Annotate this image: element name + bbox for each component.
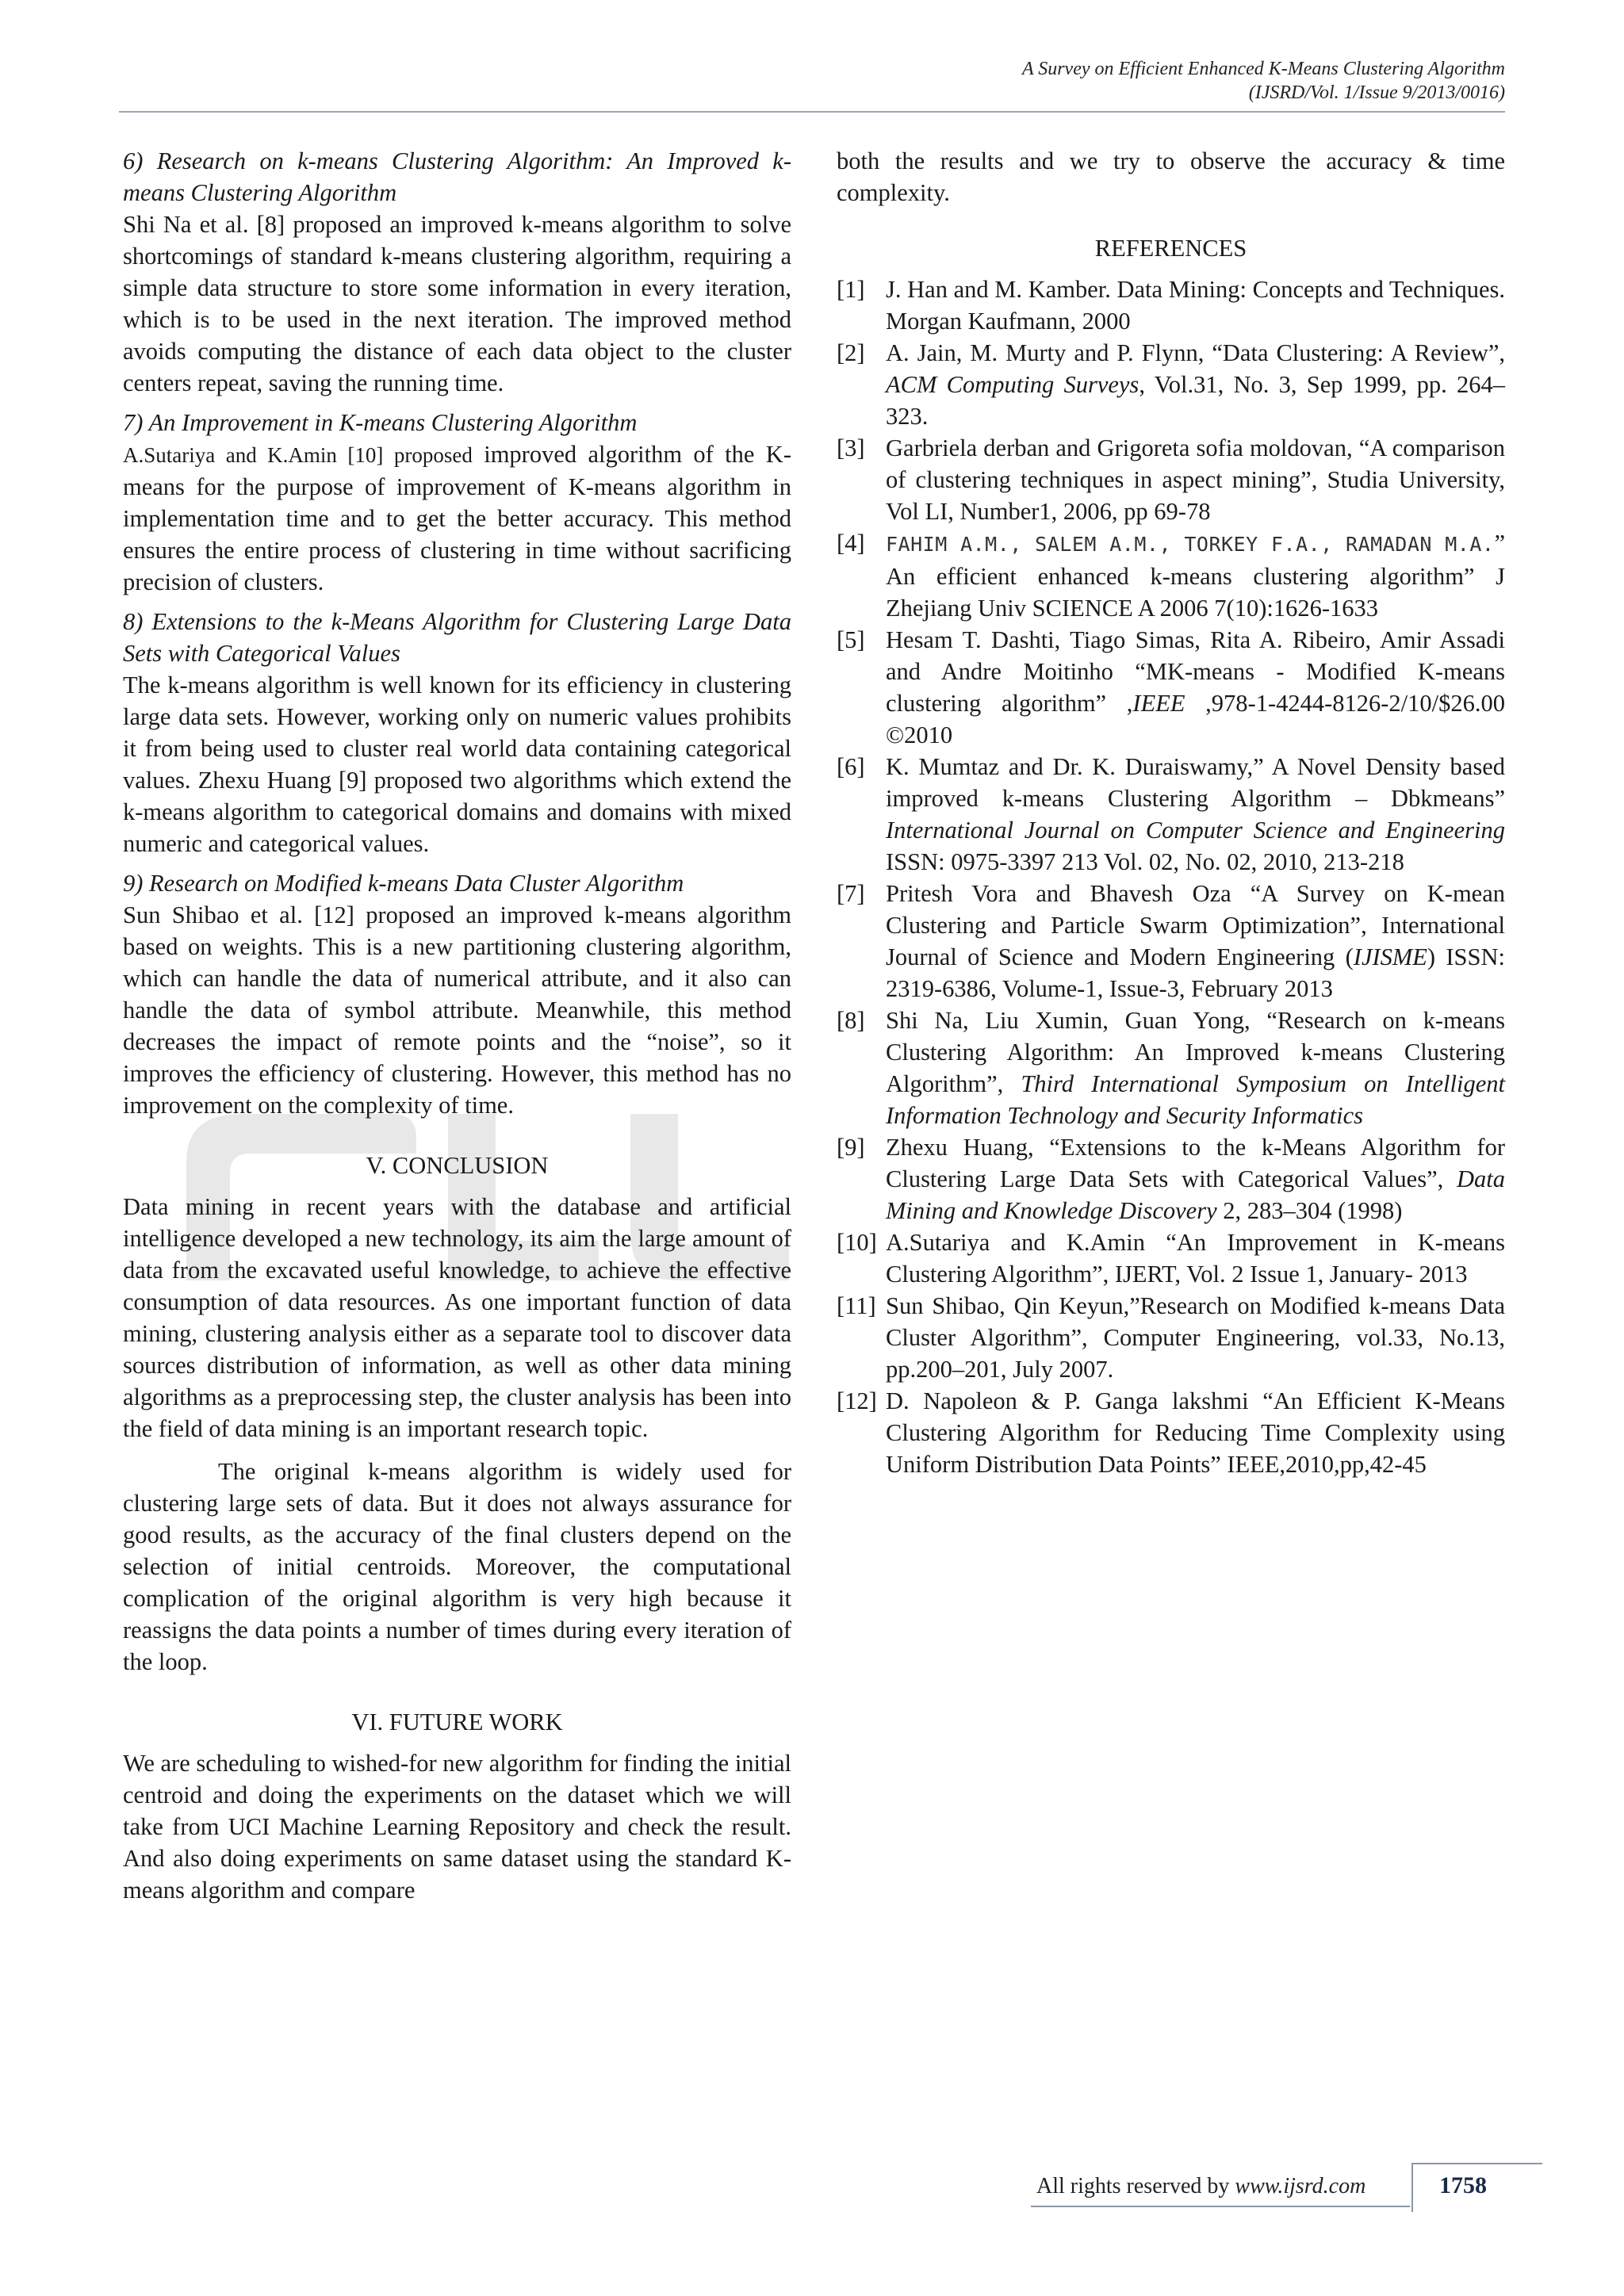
reference-item [837,1226,1505,1290]
reference-text [886,432,1505,527]
reference-item [837,1004,1505,1131]
subsection-8-heading: 8) Extensions to the k-Means Algorithm for Clustering Large Data Sets with Categorical Values [123,608,791,667]
reference-item [837,274,1505,337]
reference-text-part: IEEE [1132,690,1185,717]
subsection-9-body: Sun Shibao et al. [12] proposed an improved k-means algorithm based on weights. This is a new partitioning clustering algorithm, which can handle the data of numerical attribute, and it also can handle the data of symbol attribute. Meanwhile, this method decreases the impact of remote points and the “noise”, so it improves the efficiency of clustering. However, this method has no improvement on the complexity of time. [123,901,791,1119]
reference-number: [8] [837,1007,865,1034]
reference-text [886,1004,1505,1131]
reference-number: [5] [837,626,865,653]
reference-text-part: International Journal on Computer Science and Engineering [886,817,1505,844]
reference-item [837,527,1505,624]
reference-text-part: Zhexu Huang, “Extensions to the k-Means Algorithm for Clustering Large Data Sets with Categorical Values”, [886,1134,1505,1192]
conclusion-paragraph-2: The original k-means algorithm is widely used for clustering large sets of data. But it does not always assurance for good results, as the accuracy of the final clusters depend on the selection of initial centroids. Moreover, the computational complication of the original algorithm is very high because it reassigns the data points a number of times during every iteration of the loop. [123,1458,791,1675]
reference-number: [7] [837,880,865,907]
right-column [837,145,1505,1480]
subsection-6-body: Shi Na et al. [8] proposed an improved k-means algorithm to solve shortcomings of standard k-means clustering algorithm, requiring a simple data structure to store some information in every iteration, which is to be used in the next iteration. The improved method avoids computing the distance of each data object to the cluster centers repeat, saving the running time. [123,211,791,396]
footer-rights [1036,2174,1365,2199]
reference-number: [10] [837,1229,877,1256]
reference-item [837,1131,1505,1226]
reference-number: [3] [837,434,865,461]
page-number: 1758 [1439,2172,1487,2198]
subsection-8-body: The k-means algorithm is well known for its efficiency in clustering large data sets. However, working only on numeric values prohibits it from being used to cluster real world data containing categorical values. Zhexu Huang [9] proposed two algorithms which extend the k-means algorithm to categorical domains and domains with mixed numeric and categorical values. [123,672,791,857]
reference-text-part: Data Mining and Knowledge Discovery [886,1165,1505,1224]
reference-text [886,1290,1505,1385]
reference-text [886,1131,1505,1226]
reference-text [886,1226,1505,1290]
reference-text [886,751,1505,878]
reference-text-part: FAHIM A.M., SALEM A.M., TORKEY F.A., RAMADAN M.A. [886,533,1495,556]
reference-text [886,337,1505,432]
reference-text-part: Hesam T. Dashti, Tiago Simas, Rita A. Ribeiro, Amir Assadi and Andre Moitinho “MK-means - Modified K-means clustering algorithm” , [886,626,1505,717]
reference-number: [11] [837,1292,876,1319]
reference-text-part: IJISME [1353,943,1427,970]
reference-list [837,274,1505,1480]
reference-text-part: Garbriela derban and Grigoreta sofia moldovan, “A comparison of clustering techniques in aspect mining”, Studia University, Vol LI, Number1, 2006, pp 69-78 [886,434,1505,525]
reference-text [886,527,1505,624]
left-column [123,145,791,1906]
reference-text-part: Third International Symposium on Intelligent Information Technology and Security Informatics [886,1070,1505,1129]
reference-number: [1] [837,276,865,303]
subsection-7-body-lead: A.Sutariya and K.Amin [10] proposed [123,443,473,467]
reference-text-part: J. Han and M. Kamber. Data Mining: Concepts and Techniques. Morgan Kaufmann, 2000 [886,276,1505,335]
conclusion-paragraph-1: Data mining in recent years with the database and artificial intelligence developed a new technology, its aim the large amount of data from the excavated useful knowledge, to achieve the effective consumption of data resources. As one important function of data mining, clustering analysis either as a separate tool to discover data sources distribution of information, as well as other data mining algorithms as a preprocessing step, the cluster analysis has been into the field of data mining is an important research topic. [123,1193,791,1442]
reference-text [886,878,1505,1004]
reference-text-part: ” An efficient enhanced k-means clustering algorithm” J Zhejiang Univ SCIENCE A 2006 7(10):1626-1633 [886,530,1505,622]
reference-item [837,432,1505,527]
reference-text-part: A. Jain, M. Murty and P. Flynn, “Data Clustering: A Review”, [886,339,1505,366]
reference-text-part: D. Napoleon & P. Ganga lakshmi “An Efficient K-Means Clustering Algorithm for Reducing Time Complexity using Uniform Distribution Data Points” IEEE,2010,pp,42-45 [886,1387,1505,1478]
reference-item [837,1385,1505,1480]
future-work-continuation: both the results and we try to observe the accuracy & time complexity. [837,147,1505,206]
future-work-body: We are scheduling to wished-for new algorithm for finding the initial centroid and doing the experiments on the dataset which we will take from UCI Machine Learning Repository and check the result. And also doing experiments on same dataset using the standard K-means algorithm and compare [123,1750,791,1904]
running-head [1022,57,1505,105]
reference-number: [2] [837,339,865,366]
reference-number: [12] [837,1387,877,1414]
reference-text-part: ISSN: 0975-3397 213 Vol. 02, No. 02, 2010, 213-218 [886,848,1404,875]
reference-text-part: ) ISSN: 2319-6386, Volume-1, Issue-3, February 2013 [886,943,1505,1002]
running-head-journal: (IJSRD/Vol. 1/Issue 9/2013/0016) [1248,82,1505,103]
reference-number: [4] [837,530,865,557]
reference-text [886,624,1505,751]
running-head-title: A Survey on Efficient Enhanced K-Means Clustering Algorithm [1021,59,1505,79]
reference-text-part: ,978-1-4244-8126-2/10/$26.00 ©2010 [886,690,1506,748]
reference-text-part: ACM Computing Surveys [886,371,1139,398]
footer-site-link[interactable]: www.ijsrd.com [1235,2174,1366,2198]
references-heading: REFERENCES [1094,235,1247,262]
reference-text-part: Pritesh Vora and Bhavesh Oza “A Survey on K-mean Clustering and Particle Swarm Optimization”, International Journal of Science and Modern Engineering ( [886,880,1505,970]
subsection-6-heading: 6) Research on k-means Clustering Algorithm: An Improved k-means Clustering Algorithm [123,147,791,206]
conclusion-heading: V. CONCLUSION [366,1152,549,1179]
future-work-heading: VI. FUTURE WORK [351,1709,563,1735]
reference-text-part: Sun Shibao, Qin Keyun,”Research on Modified k-means Data Cluster Algorithm”, Computer Engineering, vol.33, No.13, pp.200–201, July 2007. [886,1292,1505,1383]
reference-text [886,274,1505,337]
reference-item [837,878,1505,1004]
subsection-7-body [123,438,791,598]
reference-text-part: K. Mumtaz and Dr. K. Duraiswamy,” A Novel Density based improved k-means Clustering Algorithm – Dbkmeans” [886,753,1505,812]
reference-number: [9] [837,1134,865,1161]
subsection-7-heading: 7) An Improvement in K-means Clustering Algorithm [123,409,638,436]
reference-text-part: A.Sutariya and K.Amin “An Improvement in K-means Clustering Algorithm”, IJERT, Vol. 2 Issue 1, January- 2013 [886,1229,1505,1288]
subsection-7-body-rest: improved algorithm of the K-means for the purpose of improvement of K-means algorithm in implementation time and to get the better accuracy. This method ensures the entire process of clustering in time without sacrificing precision of clusters. [123,441,791,595]
footer-rule [1031,2206,1410,2207]
reference-item [837,751,1505,878]
reference-number: [6] [837,753,865,780]
reference-item [837,337,1505,432]
reference-text-part: , Vol.31, No. 3, Sep 1999, pp. 264–323. [886,371,1505,430]
reference-text [886,1385,1505,1480]
footer-rights-text: All rights reserved by [1036,2174,1235,2198]
reference-text-part: Shi Na, Liu Xumin, Guan Yong, “Research on k-means Clustering Algorithm: An Improved k-means Clustering Algorithm”, [886,1007,1505,1097]
subsection-9-heading: 9) Research on Modified k-means Data Cluster Algorithm [123,870,684,897]
reference-item [837,1290,1505,1385]
reference-item [837,624,1505,751]
header-rule [119,111,1505,113]
reference-text-part: 2, 283–304 (1998) [1216,1197,1403,1224]
